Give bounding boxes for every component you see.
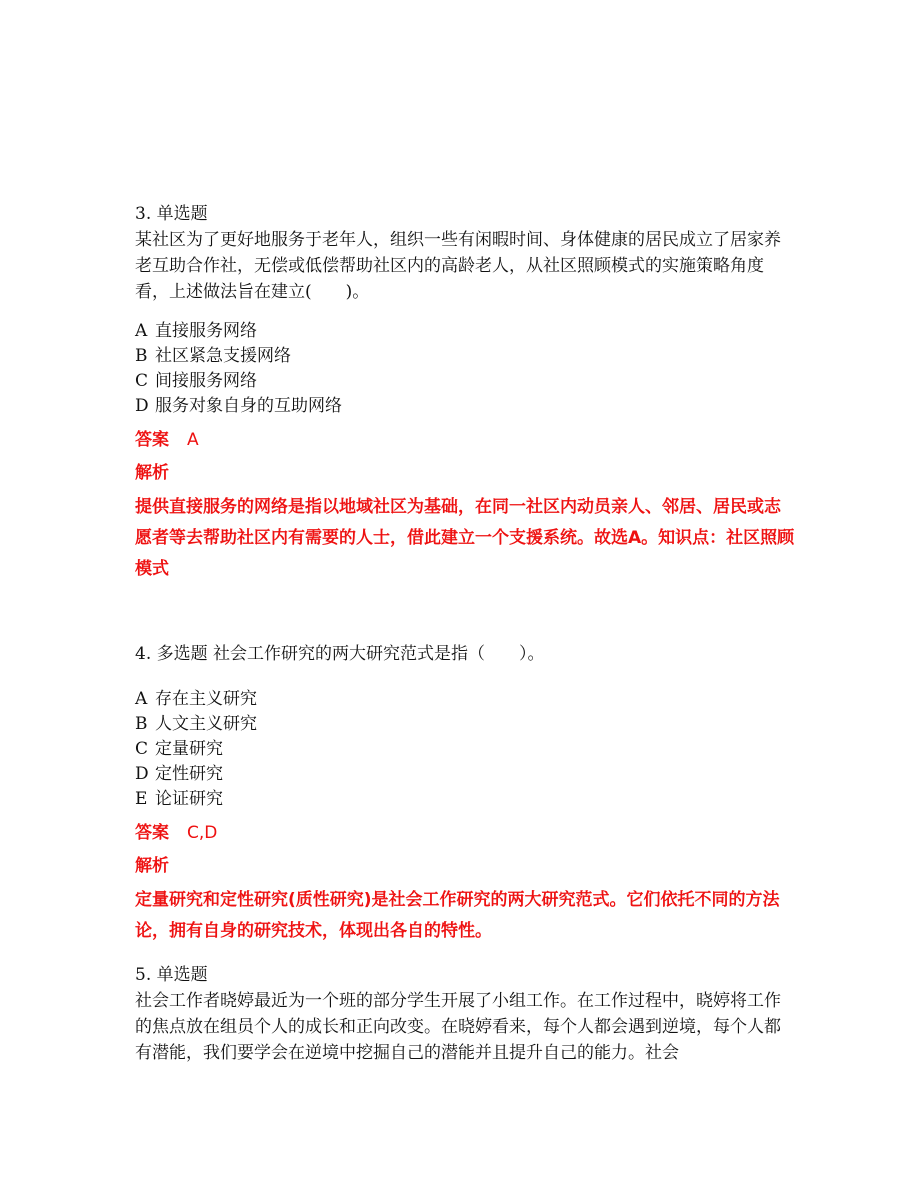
- option-d: D 定性研究: [135, 764, 223, 784]
- option-c: C 间接服务网络: [135, 371, 257, 391]
- option-a: A 直接服务网络: [135, 321, 257, 341]
- question-3-text: 某社区为了更好地服务于老年人，组织一些有闲暇时间、身体健康的居民成立了居家养老互助合作社，无偿或低偿帮助社区内的高龄老人，从社区照顾模式的实施策略角度看，上述做法旨在建立( )。: [135, 230, 781, 302]
- question-5-text: 社会工作者晓婷最近为一个班的部分学生开展了小组工作。在工作过程中，晓婷将工作的焦点放在组员个人的成长和正向改变。在晓婷看来，每个人都会遇到逆境，每个人都有潜能，我们要学会在逆境中挖掘自己的潜能并且提升自己的能力。社会: [135, 991, 781, 1063]
- question-4-answer: 答案 C,D: [135, 823, 218, 843]
- option-a: A 存在主义研究: [135, 689, 257, 709]
- question-3-analysis: 提供直接服务的网络是指以地域社区为基础，在同一社区内动员亲人、邻居、居民或志愿者等去帮助社区内有需要的人士，借此建立一个支援系统。故选A。知识点：社区照顾模式: [135, 497, 795, 579]
- option-b: B 人文主义研究: [135, 714, 257, 734]
- question-5: [135, 962, 795, 1066]
- question-4-analysis: 定量研究和定性研究(质性研究)是社会工作研究的两大研究范式。它们依托不同的方法论，拥有自身的研究技术，体现出各自的特性。: [135, 890, 780, 941]
- option-e: E 论证研究: [135, 789, 223, 809]
- question-3-options: [135, 319, 795, 419]
- question-4: [135, 641, 795, 947]
- question-3: [135, 201, 795, 585]
- option-b: B 社区紧急支援网络: [135, 346, 291, 366]
- option-d: D 服务对象自身的互助网络: [135, 396, 342, 416]
- question-4-analysis-label: 解析: [135, 856, 169, 876]
- option-c: C 定量研究: [135, 739, 223, 759]
- question-3-answer: 答案 A: [135, 430, 199, 450]
- question-4-head: 4. 多选题 社会工作研究的两大研究范式是指（ ）。: [135, 644, 545, 664]
- question-3-analysis-label: 解析: [135, 463, 169, 483]
- question-3-head: 3. 单选题: [135, 204, 208, 224]
- question-5-head: 5. 单选题: [135, 965, 208, 985]
- question-4-options: [135, 687, 795, 812]
